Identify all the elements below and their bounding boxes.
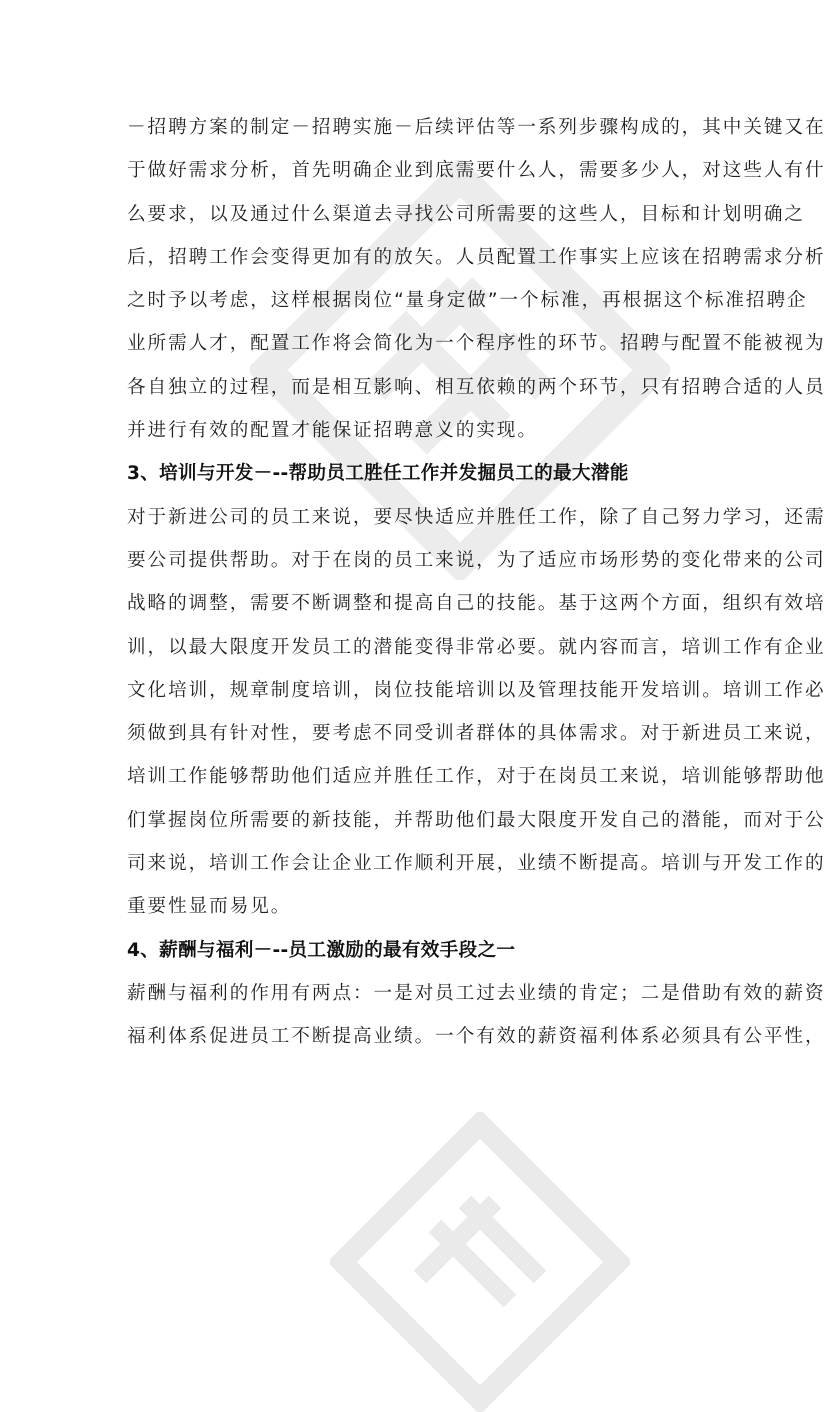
text-line: 培训工作能够帮助他们适应并胜任工作，对于在岗员工来说，培训能够帮助他 xyxy=(127,766,826,788)
text-line: 司来说，培训工作会让企业工作顺利开展，业绩不断提高。培训与开发工作的 xyxy=(127,853,826,875)
text-line: 文化培训，规章制度培训，岗位技能培训以及管理技能开发培训。培训工作必 xyxy=(127,679,826,701)
text-line: 须做到具有针对性，要考虑不同受训者群体的具体需求。对于新进员工来说， xyxy=(127,723,826,745)
text-line: 业所需人才，配置工作将会简化为一个程序性的环节。招聘与配置不能被视为 xyxy=(127,333,826,355)
paragraph-training xyxy=(127,496,826,929)
text-line: 福利体系促进员工不断提高业绩。一个有效的薪资福利体系必须具有公平性， xyxy=(127,1026,826,1048)
document-body xyxy=(127,106,826,1059)
text-line: 并进行有效的配置才能保证招聘意义的实现。 xyxy=(127,420,538,442)
text-line: 重要性显而易见。 xyxy=(127,896,292,918)
text-line: 么要求，以及通过什么渠道去寻找公司所需要的这些人，目标和计划明确之 xyxy=(127,203,805,225)
text-line: 要公司提供帮助。对于在岗的员工来说，为了适应市场形势的变化带来的公司 xyxy=(127,549,826,571)
text-line: 薪酬与福利的作用有两点：一是对员工过去业绩的肯定；二是借助有效的薪资 xyxy=(127,982,826,1004)
paragraph-compensation xyxy=(127,972,826,1059)
text-line: 战略的调整，需要不断调整和提高自己的技能。基于这两个方面，组织有效培 xyxy=(127,593,826,615)
text-line: 于做好需求分析，首先明确企业到底需要什么人，需要多少人，对这些人有什 xyxy=(127,160,826,182)
text-line: 们掌握岗位所需要的新技能，并帮助他们最大限度开发自己的潜能，而对于公 xyxy=(127,809,826,831)
section-heading-compensation: 4、薪酬与福利－--员工激励的最有效手段之一 xyxy=(127,939,516,961)
watermark-logo-bottom-icon xyxy=(330,1112,630,1412)
section-heading-training: 3、培训与开发－--帮助员工胜任工作并发掘员工的最大潜能 xyxy=(127,463,629,485)
text-line: 各自独立的过程，而是相互影响、相互依赖的两个环节，只有招聘合适的人员 xyxy=(127,376,826,398)
text-line: 训，以最大限度开发员工的潜能变得非常必要。就内容而言，培训工作有企业 xyxy=(127,636,826,658)
text-line: －招聘方案的制定－招聘实施－后续评估等一系列步骤构成的，其中关键又在 xyxy=(127,117,826,138)
text-line: 后，招聘工作会变得更加有的放矢。人员配置工作事实上应该在招聘需求分析 xyxy=(127,246,826,268)
text-line: 之时予以考虑，这样根据岗位“量身定做”一个标准，再根据这个标准招聘企 xyxy=(127,290,808,312)
text-line: 对于新进公司的员工来说，要尽快适应并胜任工作，除了自己努力学习，还需 xyxy=(127,506,826,528)
paragraph-recruitment xyxy=(127,106,826,452)
